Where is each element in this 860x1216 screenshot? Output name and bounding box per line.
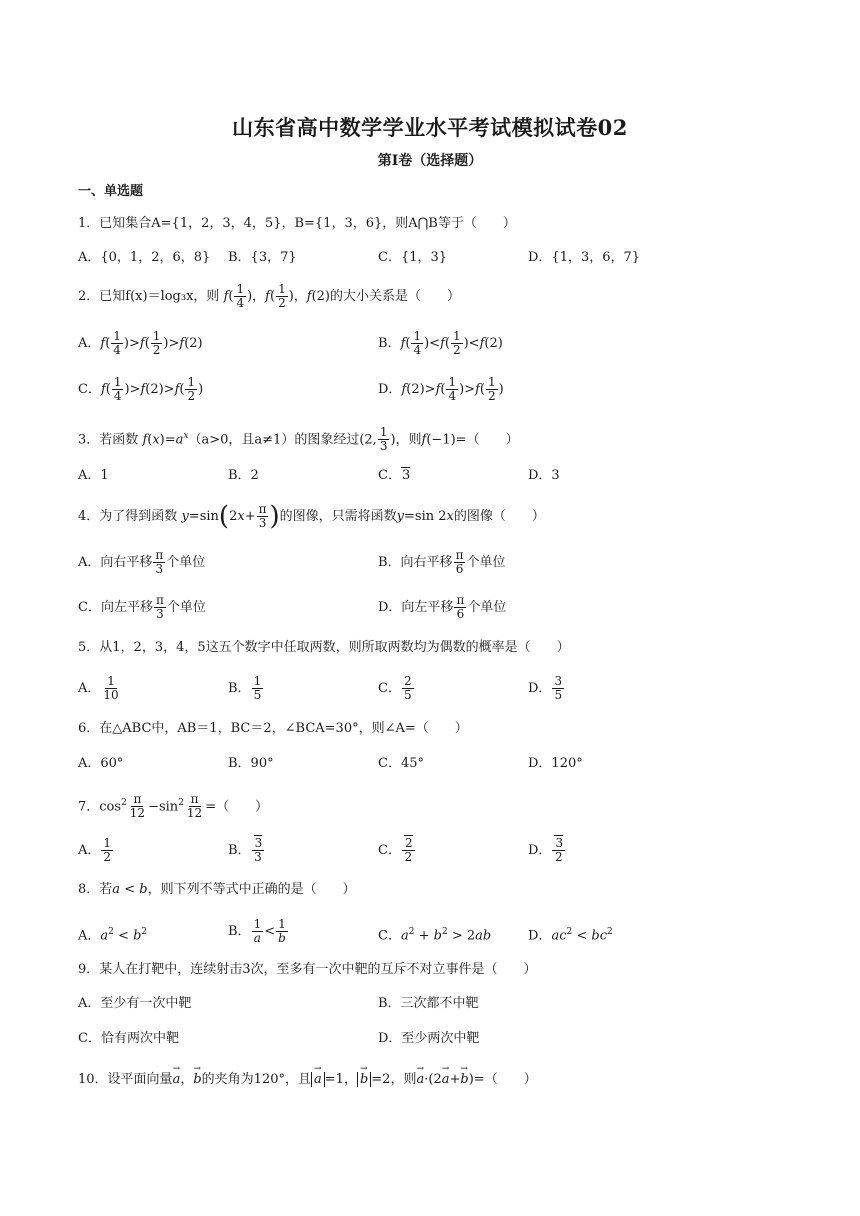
q1-option-a: A．{0，1，2，6，8} <box>78 250 211 265</box>
q7-option-b: B． $\frac{3}{3}$ <box>228 836 263 864</box>
question-8: 8．若a < b，则下列不等式中正确的是（ ） <box>78 882 356 897</box>
q2-option-a: A．f( $\frac{1}{4}$ )>f( $\frac{1}{2}$ )>f(2) <box>78 329 203 357</box>
q8-option-c: C．$a^2 + b^2 > 2ab$ <box>378 927 492 944</box>
q3-option-c: C．3 <box>378 468 411 483</box>
question-1: 1．已知集合A={1，2，3，4，5}，B={1，3，6}，则A⋂B等于（ ） <box>78 216 516 231</box>
q2-option-c: C．f( $\frac{1}{4}$ )>f(2)>f( $\frac{1}{2}$ ) <box>78 375 204 403</box>
q5-option-c: C． $\frac{2}{5}$ <box>378 674 412 702</box>
q9-option-b: B．三次都不中靶 <box>378 996 479 1011</box>
question-7: 7．$\cos^2$ $\frac{\pi}{12}$ $-\sin^2$ $\frac{\pi}{12}$ =（ ） <box>78 792 269 821</box>
question-5: 5．从1，2，3，4，5这五个数字中任取两数，则所取两数均为偶数的概率是（ ） <box>78 640 570 655</box>
q6-option-a: A．60° <box>78 756 124 771</box>
q4-option-a: A．向右平移 $\frac{\pi}{3}$ 个单位 <box>78 548 206 576</box>
question-10: 10．设平面向量→ a，→ b的夹角为120°，且→ a =1，→ b =2，则→ a·(2→ a+→ b)=（ ） <box>78 1066 537 1094</box>
q5-option-b: B． $\frac{1}{5}$ <box>228 674 262 702</box>
q2-option-d: D．f(2)>f( $\frac{1}{4}$ )>f( $\frac{1}{2}$ ) <box>378 375 504 403</box>
q4-option-d: D．向左平移 $\frac{\pi}{6}$ 个单位 <box>378 593 507 621</box>
q8-option-d: D．$ac^2 < bc^2$ <box>528 927 613 944</box>
q3-option-a: A．1 <box>78 468 109 483</box>
q9-option-a: A．至少有一次中靶 <box>78 996 192 1011</box>
q8-option-a: A．$a^2 < b^2$ <box>78 927 148 944</box>
q3-option-b: B．2 <box>228 468 259 483</box>
section-heading: 一、单选题 <box>78 184 144 199</box>
q6-option-d: D．120° <box>528 756 583 771</box>
q7-option-a: A． $\frac{1}{2}$ <box>78 836 112 864</box>
q7-option-c: C． $\frac{2}{2}$ <box>378 836 413 864</box>
q9-option-c: C．恰有两次中靶 <box>78 1031 179 1046</box>
q8-option-b: B． $\frac{1}{a}$ < $\frac{1}{b}$ <box>228 917 286 945</box>
q9-option-d: D．至少两次中靶 <box>378 1031 480 1046</box>
q4-option-b: B．向右平移 $\frac{\pi}{6}$ 个单位 <box>378 548 506 576</box>
page-subtitle: 第Ⅰ卷（选择题） <box>377 153 483 169</box>
q1-option-c: C．{1，3} <box>378 250 448 265</box>
q1-option-b: B．{3，7} <box>228 250 297 265</box>
question-3: 3．若函数 $f(x)=a^x(a>0$，且a≠1）的图象经过(2, $\frac{1}{3}$ )，则f(−1)=（ ） <box>78 425 519 454</box>
question-6: 6．在△ABC中，AB＝1，BC＝2，∠BCA=30°，则∠A=（ ） <box>78 721 468 736</box>
question-4: 4．为了得到函数 y=sin(2x+ $\frac{\pi}{3}$ )的图像，只需将函数y=sin 2x的图像（ ） <box>78 501 545 532</box>
q5-option-d: D． $\frac{3}{5}$ <box>528 674 563 702</box>
question-9: 9．某人在打靶中，连续射击3次，至多有一次中靶的互斥不对立事件是（ ） <box>78 962 537 977</box>
q6-option-c: C．45° <box>378 756 424 771</box>
question-2: 2．已知f(x)＝log₃x，则 f( $\frac{1}{4}$ )，f( $\frac{1}{2}$ )，f(2)的大小关系是（ ） <box>78 282 461 310</box>
q4-option-c: C．向左平移 $\frac{\pi}{3}$ 个单位 <box>78 593 206 621</box>
q7-option-d: D． $\frac{3}{2}$ <box>528 836 564 864</box>
q6-option-b: B．90° <box>228 756 274 771</box>
q2-option-b: B．f( $\frac{1}{4}$ )<f( $\frac{1}{2}$ )<f(2) <box>378 329 503 357</box>
page-title: 山东省高中数学学业水平考试模拟试卷02 <box>232 115 628 140</box>
q5-option-a: A． $\frac{1}{10}$ <box>78 674 119 702</box>
q3-option-d: D．3 <box>528 468 560 483</box>
q1-option-d: D．{1，3，6，7} <box>528 250 641 265</box>
